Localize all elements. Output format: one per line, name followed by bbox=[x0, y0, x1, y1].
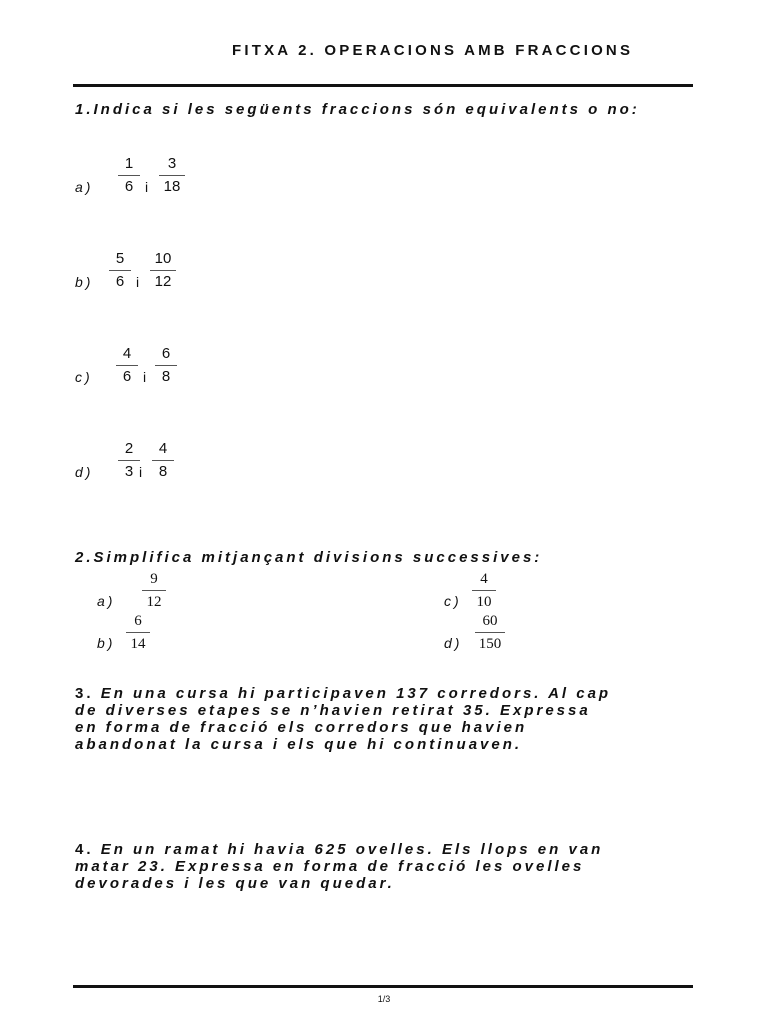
question-1-title: 1.Indica si les següents fraccions són equivalents o no: bbox=[75, 101, 640, 118]
q1-c-fraction-1 bbox=[116, 345, 138, 386]
q2-item-d-label: d) bbox=[444, 635, 463, 651]
question-3-line-2: de diverses etapes se n’havien retirat 35. Expressa bbox=[75, 702, 591, 719]
q1-a-separator: i bbox=[145, 179, 149, 195]
question-4 bbox=[75, 841, 715, 892]
denominator: 150 bbox=[478, 636, 502, 652]
q1-a-fraction-1 bbox=[118, 155, 140, 196]
numerator: 9 bbox=[142, 570, 166, 591]
q1-item-c-label: c) bbox=[75, 369, 93, 385]
question-3-line-3: en forma de fracció els corredors que havien bbox=[75, 719, 528, 736]
numerator: 3 bbox=[159, 155, 185, 176]
q2-a-fraction bbox=[142, 570, 166, 611]
q1-a-fraction-2 bbox=[159, 155, 185, 196]
q2-item-a-label: a) bbox=[97, 593, 116, 609]
q1-item-a-label: a) bbox=[75, 179, 94, 195]
numerator: 5 bbox=[109, 250, 131, 271]
q2-d-fraction bbox=[475, 612, 505, 653]
numerator: 4 bbox=[152, 440, 174, 461]
denominator: 12 bbox=[146, 594, 162, 610]
numerator: 2 bbox=[118, 440, 140, 461]
q1-d-separator: i bbox=[139, 464, 143, 480]
header-rule bbox=[73, 84, 693, 87]
q1-b-fraction-1 bbox=[109, 250, 131, 291]
q1-b-fraction-2 bbox=[150, 250, 176, 291]
denominator: 8 bbox=[158, 463, 168, 480]
q2-item-c-label: c) bbox=[444, 593, 462, 609]
q1-c-separator: i bbox=[143, 369, 147, 385]
page-number: 1/3 bbox=[377, 994, 391, 1004]
q1-c-fraction-2 bbox=[155, 345, 177, 386]
page-title: FITXA 2. OPERACIONS AMB FRACCIONS bbox=[232, 42, 634, 59]
q1-item-b-label: b) bbox=[75, 274, 94, 290]
question-3-line-1: 3. En una cursa hi participaven 137 corredors. Al cap bbox=[75, 685, 612, 702]
footer-rule bbox=[73, 985, 693, 988]
numerator: 10 bbox=[150, 250, 176, 271]
q2-item-b-label: b) bbox=[97, 635, 116, 651]
q1-item-d-label: d) bbox=[75, 464, 94, 480]
q1-d-fraction-1 bbox=[118, 440, 143, 481]
q1-d-fraction-2 bbox=[152, 440, 174, 481]
denominator: 14 bbox=[130, 636, 146, 652]
numerator: 4 bbox=[472, 570, 496, 591]
denominator: 10 bbox=[476, 594, 492, 610]
denominator: 3 bbox=[124, 463, 134, 480]
question-3 bbox=[75, 685, 715, 753]
numerator: 60 bbox=[475, 612, 505, 633]
denominator: 8 bbox=[161, 368, 171, 385]
numerator: 6 bbox=[155, 345, 177, 366]
question-3-number: 3. bbox=[75, 685, 94, 702]
q2-c-fraction bbox=[472, 570, 496, 611]
question-2-title: 2.Simplifica mitjançant divisions successives: bbox=[75, 549, 543, 566]
numerator: 1 bbox=[118, 155, 140, 176]
denominator: 6 bbox=[115, 273, 125, 290]
denominator: 6 bbox=[122, 368, 132, 385]
denominator: 12 bbox=[154, 273, 172, 290]
question-4-line-3: devorades i les que van quedar. bbox=[75, 875, 395, 892]
numerator: 4 bbox=[116, 345, 138, 366]
q2-b-fraction bbox=[126, 612, 150, 653]
numerator: 6 bbox=[126, 612, 150, 633]
question-4-number: 4. bbox=[75, 841, 94, 858]
question-4-line-2: matar 23. Expressa en forma de fracció les ovelles bbox=[75, 858, 585, 875]
question-3-line-4: abandonat la cursa i els que hi continuaven. bbox=[75, 736, 523, 753]
q1-b-separator: i bbox=[136, 274, 140, 290]
denominator: 18 bbox=[163, 178, 181, 195]
question-4-line-1: 4. En un ramat hi havia 625 ovelles. Els llops en van bbox=[75, 841, 604, 858]
denominator: 6 bbox=[124, 178, 134, 195]
